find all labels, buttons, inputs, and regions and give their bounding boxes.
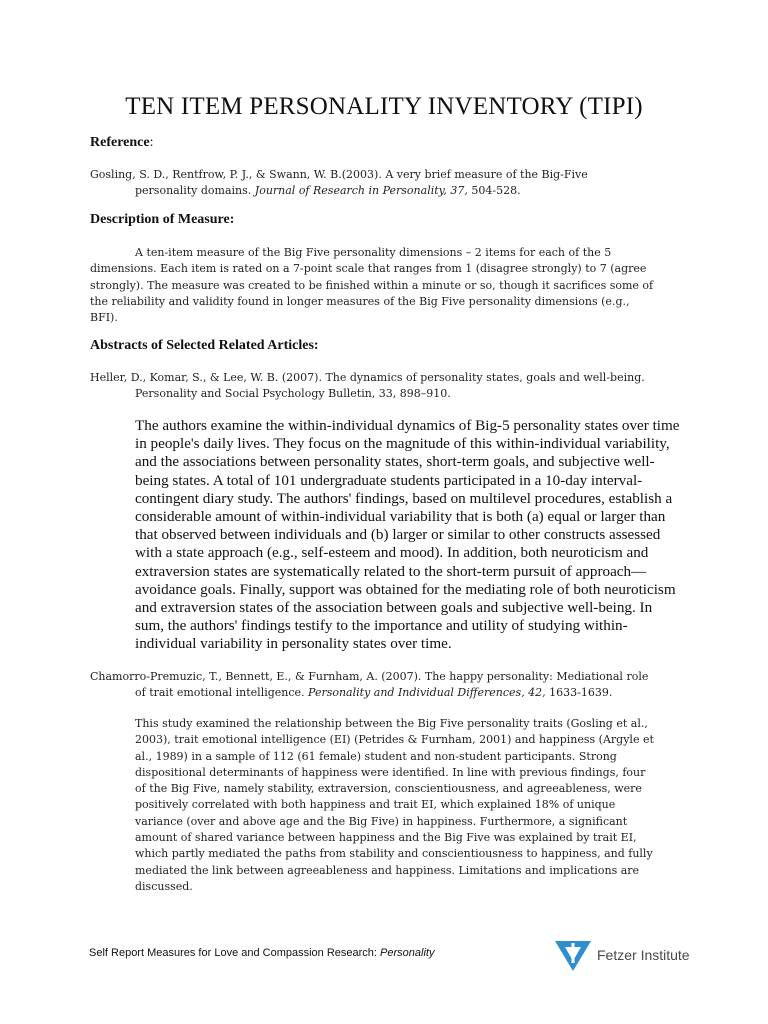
article-2-abstract <box>135 716 654 895</box>
description-line: A ten-item measure of the Big Five personality dimensions – 2 items for each of the 5 <box>135 246 612 259</box>
abstracts-heading: Abstracts of Selected Related Articles: <box>90 338 319 353</box>
article-2-citation-pre: of trait emotional intelligence. <box>135 686 309 700</box>
article-2-journal: Personality and Individual Differences, 42, <box>308 686 546 700</box>
abstract-line: which partly mediated the paths from stability and conscientiousness to happiness, and fully <box>135 847 653 861</box>
footer-text-italic: Personality <box>380 947 435 959</box>
abstract-line: amount of shared variance between happiness and the Big Five was explained by trait EI, <box>135 831 637 845</box>
article-2-citation-line-2 <box>90 685 648 701</box>
abstract-line: with a state approach (e.g., self-esteem and mood). In addition, both neuroticism and <box>135 544 649 562</box>
abstract-line: avoidance goals. Finally, support was obtained for the mediating role of both neuroticism <box>135 580 676 598</box>
footer-text-pre: Self Report Measures for Love and Compassion Research: <box>89 947 381 959</box>
reference-citation-pre: personality domains. <box>135 184 255 198</box>
reference-heading <box>90 135 153 151</box>
abstract-line: al., 1989) in a sample of 112 (61 female) student and non-student participants. Strong <box>135 749 617 763</box>
abstract-line: and the associations between personality states, short-term goals, and subjective well- <box>135 453 655 471</box>
article-1-citation-line-1: Heller, D., Komar, S., & Lee, W. B. (2007). The dynamics of personality states, goals and well-being. <box>90 371 645 384</box>
reference-heading-text: Reference <box>90 135 150 150</box>
abstract-line: sum, the authors' findings testify to the importance and utility of studying within- <box>135 617 628 635</box>
fetzer-logo-text: Fetzer Institute <box>597 947 690 963</box>
article-2-citation-post: 1633-1639. <box>545 686 613 700</box>
reference-citation-line-2 <box>90 183 588 199</box>
abstract-line: of the Big Five, namely stability, extraversion, conscientiousness, and agreeableness, were <box>135 782 642 796</box>
abstract-line: 2003), trait emotional intelligence (EI) (Petrides & Furnham, 2001) and happiness (Argyle et <box>135 733 654 747</box>
abstract-line: and extraversion states of the association between goals and subjective well-being. In <box>135 599 653 617</box>
abstract-line: discussed. <box>135 879 193 893</box>
abstract-line: extraversion states are systematically related to the short-term pursuit of approach— <box>135 562 647 580</box>
article-2-citation <box>90 669 648 702</box>
article-2-citation-line-1: Chamorro-Premuzic, T., Bennett, E., & Furnham, A. (2007). The happy personality: Mediational role <box>90 670 649 683</box>
description-heading: Description of Measure: <box>90 212 235 227</box>
fetzer-logo-icon <box>553 939 593 973</box>
abstract-line: positively correlated with both happiness and trait EI, which explained 18% of unique <box>135 798 616 812</box>
reference-journal: Journal of Research in Personality, 37, <box>254 184 468 198</box>
abstract-line: being states. A total of 101 undergraduate students participated in a 10-day interval- <box>135 471 643 489</box>
description-line: dimensions. Each item is rated on a 7-point scale that ranges from 1 (disagree strongly) to 7 (agree <box>90 262 647 276</box>
abstract-line: dispositional determinants of happiness were identified. In line with previous findings, four <box>135 765 646 779</box>
abstract-line: mediated the link between agreeableness and happiness. Limitations and implications are <box>135 863 640 877</box>
abstract-line: contingent diary study. The authors' findings, based on multilevel procedures, establish a <box>135 489 673 507</box>
abstract-line: considerable amount of within-individual variability that is both (a) equal or larger than <box>135 508 666 526</box>
abstract-line: in people's daily lives. They focus on the magnitude of this within-individual variability, <box>135 435 670 453</box>
article-1-citation-line-2: Personality and Social Psychology Bulletin, 33, 898–910. <box>135 387 451 401</box>
reference-heading-colon: : <box>149 135 154 150</box>
reference-citation-post: 504-528. <box>467 184 521 198</box>
abstract-line: This study examined the relationship between the Big Five personality traits (Gosling et al., <box>135 717 648 730</box>
description-line: strongly). The measure was created to be finished within a minute or so, though it sacrifices some of <box>90 278 654 292</box>
page-title: TEN ITEM PERSONALITY INVENTORY (TIPI) <box>125 93 643 120</box>
reference-citation <box>90 167 588 200</box>
abstract-line: individual variability in personality states over time. <box>135 635 452 653</box>
footer-text <box>89 947 434 959</box>
description-line: BFI). <box>90 311 118 325</box>
article-1-citation <box>90 370 645 403</box>
reference-citation-line-1: Gosling, S. D., Rentfrow, P. J., & Swann, W. B.(2003). A very brief measure of the Big-Five <box>90 168 588 181</box>
description-body <box>90 245 653 326</box>
abstract-line: that observed between individuals and (b) larger or similar to other constructs assessed <box>135 526 661 544</box>
abstract-line: variance (over and above age and the Big Five) in happiness. Furthermore, a significant <box>135 814 628 828</box>
description-line: the reliability and validity found in longer measures of the Big Five personality dimensions (e.g., <box>90 294 630 308</box>
article-1-abstract <box>135 417 680 654</box>
abstract-line: The authors examine the within-individual dynamics of Big-5 personality states over time <box>135 417 680 434</box>
